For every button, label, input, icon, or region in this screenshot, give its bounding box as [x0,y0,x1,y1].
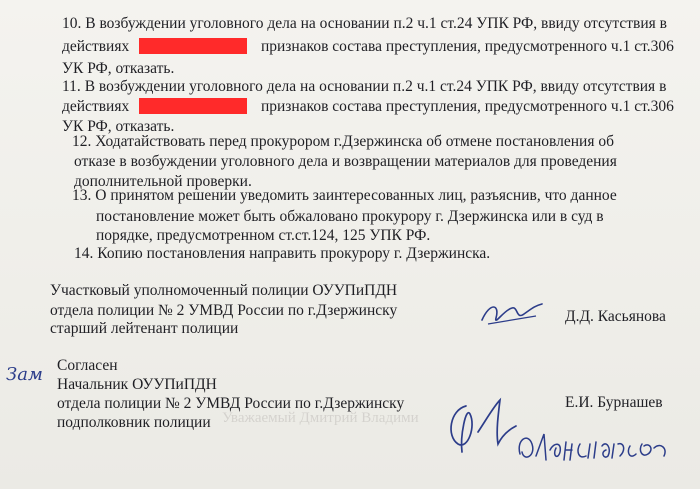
item-13-text-2: постановление может быть обжаловано прокурору г. Дзержинска или в суд в [96,208,604,225]
item-13-text-3: порядке, предусмотренном ст.ст.124, 125 УПК РФ. [96,227,431,244]
item-13-line-2 [96,207,604,226]
signer1-rank: старший лейтенант полиции [50,320,239,337]
item-12-line-2 [74,152,617,171]
item-13-line-1 [72,186,617,205]
item-11-line-2 [62,97,674,116]
item-11-number: 11. [62,78,81,95]
item-13-line-3 [96,226,430,245]
item-13-number: 13. [72,187,92,204]
item-13-text-1: О принятом решении уведомить заинтересованных лиц, разъяснив, что данное [95,187,617,204]
item-10-text-2b: признаков состава преступления, предусмотренного ч.1 ст.306 [260,38,674,55]
signature-1 [478,296,548,332]
item-11-text-2a: действиях [62,98,130,115]
item-11-text-3: УК РФ, отказать. [62,118,175,135]
signer2-agreed: Согласен [57,357,118,374]
signer2-name: Е.И. Бурнашев [565,394,663,411]
signer1-department: отдела полиции № 2 УМВД России по г.Дзержинску [50,302,398,319]
item-10-text-2a: действиях [62,38,130,55]
item-10-number: 10. [62,15,82,32]
item-14-number: 14. [74,245,94,262]
redaction-bar [139,38,247,54]
item-12-text-2: отказе в возбуждении уголовного дела и возвращении материалов для проведения [74,153,617,170]
item-10-text-3: УК РФ, отказать. [62,60,175,77]
signature-3 [514,420,674,472]
item-11-text-1: В возбуждении уголовного дела на основании п.2 ч.1 ст.24 УПК РФ, ввиду отсутствия в [84,78,667,95]
signer2-position: Начальник ОУУПиПДН [57,376,217,393]
item-10-line-2 [62,37,674,56]
item-10-line-3 [62,59,174,78]
signer2-department: отдела полиции № 2 УМВД России по г.Дзержинску [57,395,405,412]
item-10-line-1 [62,14,667,33]
handwritten-zam: Зам [6,364,43,385]
item-11-text-2b: признаков состава преступления, предусмотренного ч.1 ст.306 [260,98,674,115]
item-14-line-1 [74,244,490,263]
signer1-name: Д.Д. Касьянова [565,308,666,325]
signer1-position: Участковый уполномоченный полиции ОУУПиПДН [50,282,398,299]
signer2-rank: подполковник полиции [57,414,211,431]
item-14-text-1: Копию постановления направить прокурору г. Дзержинска. [97,245,491,262]
item-12-text-1: Ходатайствовать перед прокурором г.Дзержинска об отмене постановления об [95,133,614,150]
item-12-number: 12. [72,133,92,150]
item-10-text-1: В возбуждении уголовного дела на основании п.2 ч.1 ст.24 УПК РФ, ввиду отсутствия в [85,15,667,32]
item-12-text-3: дополнительной проверки. [74,173,252,190]
redaction-bar [139,98,247,114]
bleed-through-text: Уважаемый Дмитрий Владими [222,410,419,426]
item-12-line-1 [72,132,614,151]
item-11-line-1 [62,77,666,96]
signature-2 [436,396,526,462]
